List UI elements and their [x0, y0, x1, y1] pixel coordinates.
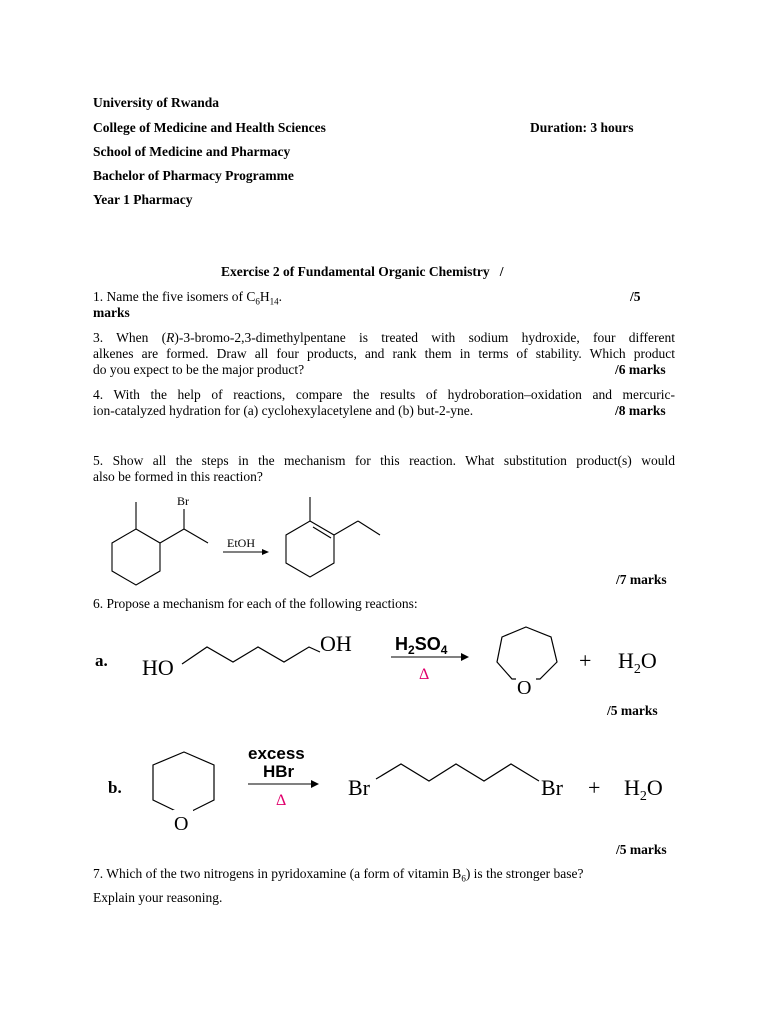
q1-marks-label: marks [93, 305, 130, 320]
q6a-water: $H_2O$ [618, 648, 657, 677]
exam-duration: Duration: 3 hours [530, 120, 634, 135]
q3-line-1b: )-3-bromo-2,3-dimethylpentane is treated with sodium hydroxide, four different [174, 330, 675, 345]
exercise-title-suffix: / [499, 264, 504, 279]
q6b-heat-symbol: Δ [276, 792, 287, 809]
q7-line-1 [93, 866, 584, 887]
q6b-br-right: Br [541, 775, 563, 800]
q3-line-2: alkenes are formed. Draw all four products, and rank them in terms of stability. Which product [93, 346, 675, 361]
university-name: University of Rwanda [93, 95, 220, 110]
exercise-title-text: Exercise 2 of Fundamental Organic Chemistry [221, 264, 490, 279]
q6a-ring-oxygen: O [517, 677, 532, 699]
q5-reactant-structure [112, 502, 208, 585]
q6b-br-left: Br [348, 775, 370, 800]
year-level: Year 1 Pharmacy [93, 192, 193, 207]
q6b-water: $H_2O$ [624, 775, 663, 804]
q3-r-config: R [166, 330, 175, 345]
q5-bromine-label: Br [177, 494, 189, 508]
q5-line-1: 5. Show all the steps in the mechanism for this reaction. What substitution product(s) would [93, 453, 675, 468]
q6b-arrow-head [311, 780, 319, 788]
q1-subscript-14: 14 [269, 296, 279, 307]
q6b-reagent-excess: excess [248, 744, 305, 763]
q5-product-ring [286, 521, 334, 577]
q4-line-1: 4. With the help of reactions, compare the results of hydroboration–oxidation and mercuric- [93, 387, 675, 402]
q4-marks: /8 marks [615, 403, 666, 418]
programme-name: Bachelor of Pharmacy Programme [93, 168, 294, 183]
q6a-reagent: $H_2SO_4$ [395, 634, 448, 657]
q6a-marks: /5 marks [607, 703, 658, 718]
q6a-oh-group: OH [320, 631, 352, 656]
q6a-heat-symbol: Δ [419, 666, 430, 683]
q5-line-2: also be formed in this reaction? [93, 469, 263, 484]
q6a-label: a. [95, 651, 108, 670]
q6b-thp-ring [153, 752, 214, 815]
q3-marks: /6 marks [615, 362, 666, 377]
q6b-marks: /5 marks [616, 842, 667, 857]
q1-hydrogen: H [259, 289, 270, 304]
q7-line-1a: 7. Which of the two nitrogens in pyridoxamine (a form of vitamin B [93, 866, 462, 881]
q6b-carbon-chain [376, 764, 539, 781]
q1-period: . [278, 289, 282, 304]
q7-line-1b: ) is the stronger base? [465, 866, 584, 881]
q4-line-2: ion-catalyzed hydration for (a) cyclohexylacetylene and (b) but-2-yne. [93, 403, 474, 418]
q5-arrow-head [262, 549, 269, 555]
school-name: School of Medicine and Pharmacy [93, 144, 291, 159]
q6b-plus: + [588, 775, 601, 800]
q5-reagent-label: EtOH [227, 536, 255, 550]
q6a-plus: + [579, 648, 592, 673]
q5-product-structure [286, 497, 380, 577]
college-name: College of Medicine and Health Sciences [93, 120, 326, 135]
q5-reactant-ring [112, 529, 160, 585]
q6a-arrow-head [461, 653, 469, 661]
q3-line-1a: 3. When ( [93, 330, 167, 345]
q7-line-2: Explain your reasoning. [93, 890, 223, 905]
q6a-carbon-chain [182, 647, 320, 664]
q6b-ring-oxygen: O [174, 813, 189, 835]
q3-line-3: do you expect to be the major product? [93, 362, 305, 377]
q1-text: 1. Name the five isomers of C [93, 289, 256, 304]
q6a-ho-group: HO [142, 655, 174, 680]
q6-prompt: 6. Propose a mechanism for each of the following reactions: [93, 596, 418, 611]
q7-subscript-6: 6 [461, 873, 466, 884]
q6a-thf-ring [497, 627, 557, 679]
q6b-reagent-hbr: HBr [263, 762, 295, 781]
q5-marks: /7 marks [616, 572, 667, 587]
q6b-label: b. [108, 778, 122, 797]
q1-marks-value: /5 [630, 289, 641, 304]
q1-subscript-6: 6 [255, 296, 260, 307]
